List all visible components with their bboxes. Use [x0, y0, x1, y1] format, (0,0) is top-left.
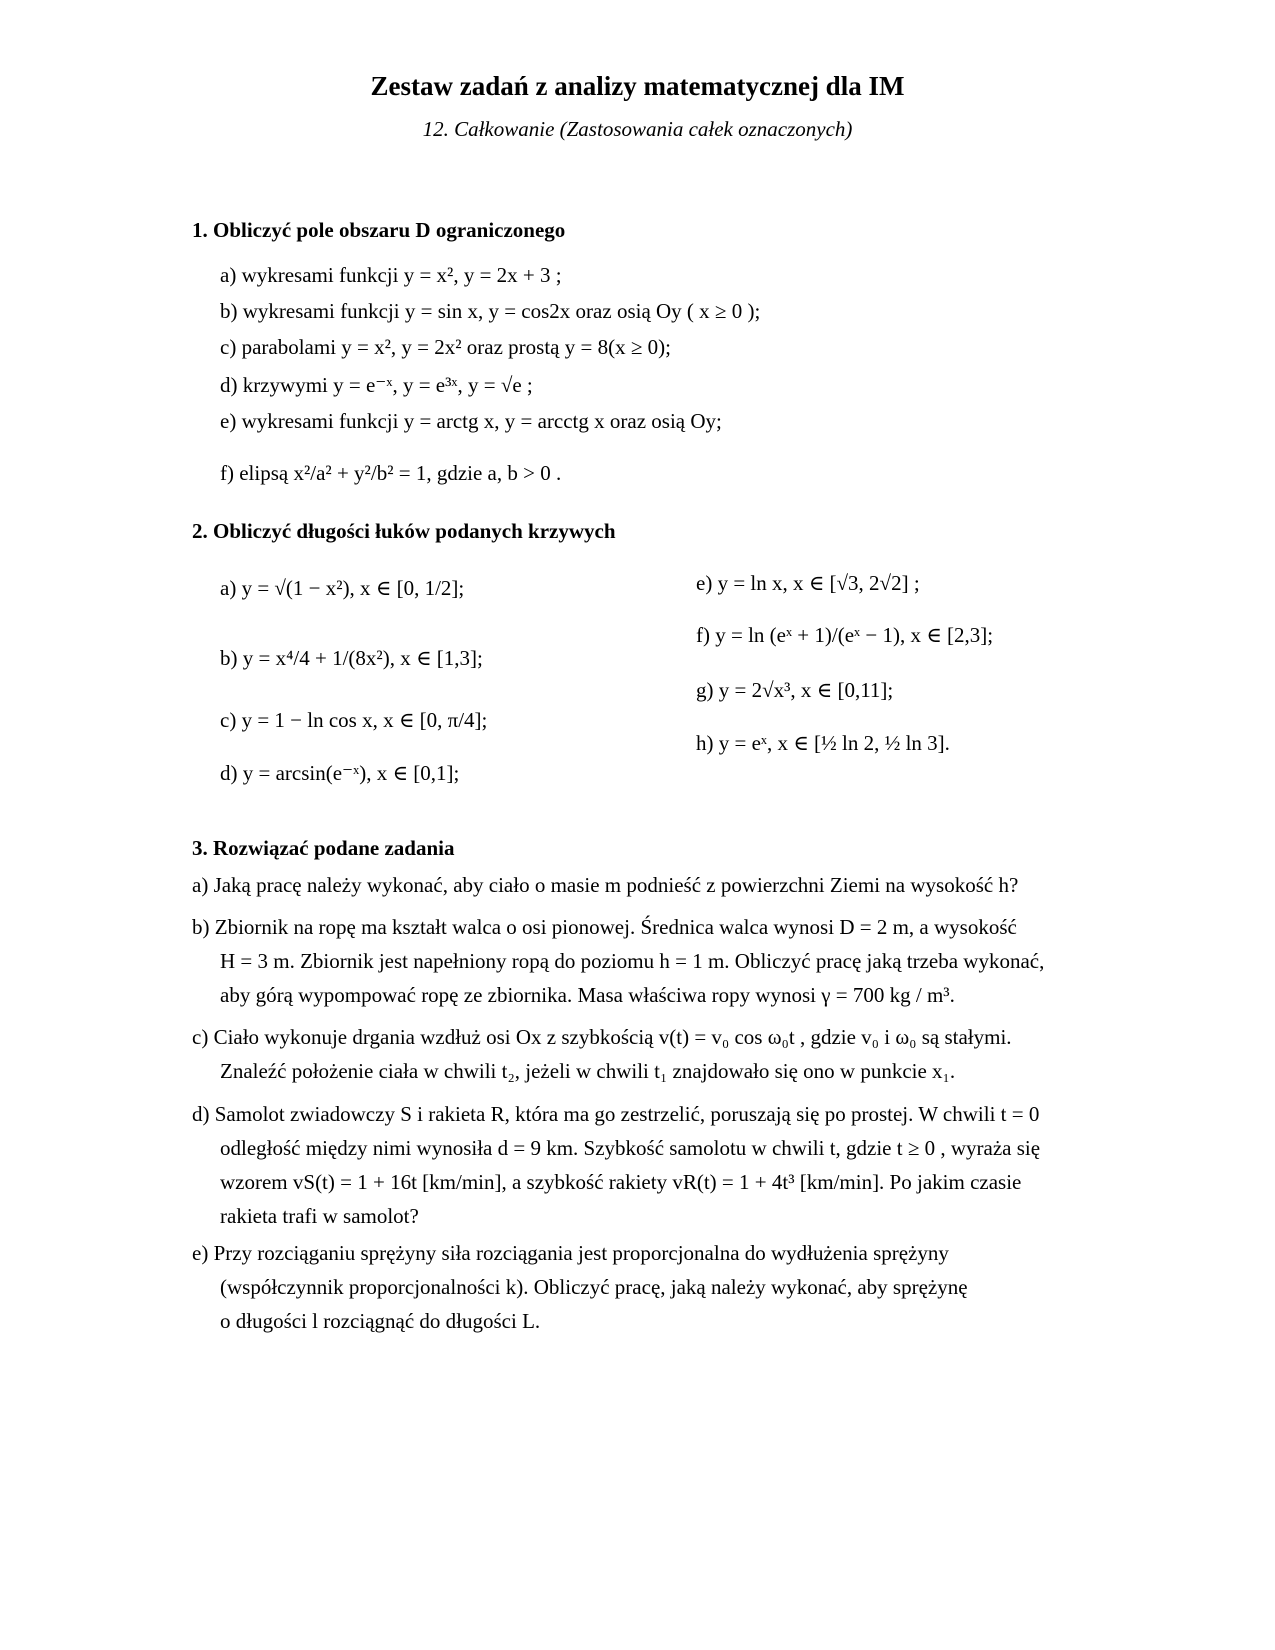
task-2h: h) y = eˣ, x ∈ [½ ln 2, ½ ln 3]. [696, 731, 950, 755]
page-subtitle: 12. Całkowanie (Zastosowania całek oznaczonych) [422, 117, 853, 141]
task-3d-line-3: wzorem vS(t) = 1 + 16t [km/min], a szybkość rakiety vR(t) = 1 + 4t³ [km/min]. Po jakim czasie [220, 1170, 1022, 1194]
section-1-heading: 1. Obliczyć pole obszaru D ograniczonego [192, 218, 566, 242]
task-1b: b) wykresami funkcji y = sin x, y = cos2x oraz osią Oy ( x ≥ 0 ); [220, 299, 761, 323]
task-1f: f) elipsą x²/a² + y²/b² = 1, gdzie a, b > 0 . [220, 461, 562, 485]
page-title: Zestaw zadań z analizy matematycznej dla IM [370, 71, 905, 101]
task-3e [192, 1236, 1152, 1338]
task-2c: c) y = 1 − ln cos x, x ∈ [0, π/4]; [220, 708, 488, 732]
task-3e-line-1: e) Przy rozciąganiu sprężyny siła rozciągania jest proporcjonalna do wydłużenia sprężyny [192, 1241, 949, 1265]
task-2g: g) y = 2√x³, x ∈ [0,11]; [696, 678, 894, 702]
task-2b: b) y = x⁴/4 + 1/(8x²), x ∈ [1,3]; [220, 646, 483, 670]
section-2-heading: 2. Obliczyć długości łuków podanych krzywych [192, 519, 616, 543]
task-3b-line-3: aby górą wypompować ropę ze zbiornika. Masa właściwa ropy wynosi γ = 700 kg / m³. [220, 983, 955, 1007]
task-2a: a) y = √(1 − x²), x ∈ [0, 1/2]; [220, 576, 465, 600]
task-3b-line-1: b) Zbiornik na ropę ma kształt walca o osi pionowej. Średnica walca wynosi D = 2 m, a wysokość [192, 915, 1017, 939]
task-3c-line-1: c) Ciało wykonuje drgania wzdłuż osi Ox z szybkością v(t) = v₀ cos ω₀t , gdzie v₀ i ω₀ są stałymi. [192, 1025, 1012, 1049]
task-1d: d) krzywymi y = e⁻ˣ, y = e³ˣ, y = √e ; [220, 373, 533, 397]
task-3e-line-3: o długości l rozciągnąć do długości L. [220, 1309, 541, 1333]
task-3d-line-2: odległość między nimi wynosiła d = 9 km. Szybkość samolotu w chwili t, gdzie t ≥ 0 , wyraża się [220, 1136, 1041, 1160]
task-3d-line-4: rakieta trafi w samolot? [220, 1204, 419, 1228]
task-3a [192, 868, 1152, 902]
task-3d-line-1: d) Samolot zwiadowczy S i rakieta R, która ma go zestrzelić, poruszają się po prostej. W chwili t = 0 [192, 1102, 1040, 1126]
task-3b-line-2: H = 3 m. Zbiornik jest napełniony ropą do poziomu h = 1 m. Obliczyć pracę jaką trzeba wykonać, [220, 949, 1045, 973]
task-2f: f) y = ln (eˣ + 1)/(eˣ − 1), x ∈ [2,3]; [696, 623, 994, 647]
task-3a-line: a) Jaką pracę należy wykonać, aby ciało o masie m podnieść z powierzchni Ziemi na wysokość h? [192, 873, 1019, 897]
task-1a: a) wykresami funkcji y = x², y = 2x + 3 ; [220, 263, 562, 287]
task-1c: c) parabolami y = x², y = 2x² oraz prostą y = 8(x ≥ 0); [220, 335, 671, 359]
task-3b [192, 910, 1152, 1012]
task-2d: d) y = arcsin(e⁻ˣ), x ∈ [0,1]; [220, 761, 460, 785]
section-3-heading: 3. Rozwiązać podane zadania [192, 836, 455, 860]
task-1e: e) wykresami funkcji y = arctg x, y = arcctg x oraz osią Oy; [220, 409, 722, 433]
task-2e: e) y = ln x, x ∈ [√3, 2√2] ; [696, 571, 920, 595]
task-3c-line-2: Znaleźć położenie ciała w chwili t₂, jeżeli w chwili t₁ znajdowało się ono w punkcie x₁. [220, 1059, 956, 1083]
task-3e-line-2: (współczynnik proporcjonalności k). Obliczyć pracę, jaką należy wykonać, aby sprężynę [220, 1275, 968, 1299]
task-3d [192, 1097, 1152, 1233]
task-3c [192, 1020, 1152, 1088]
